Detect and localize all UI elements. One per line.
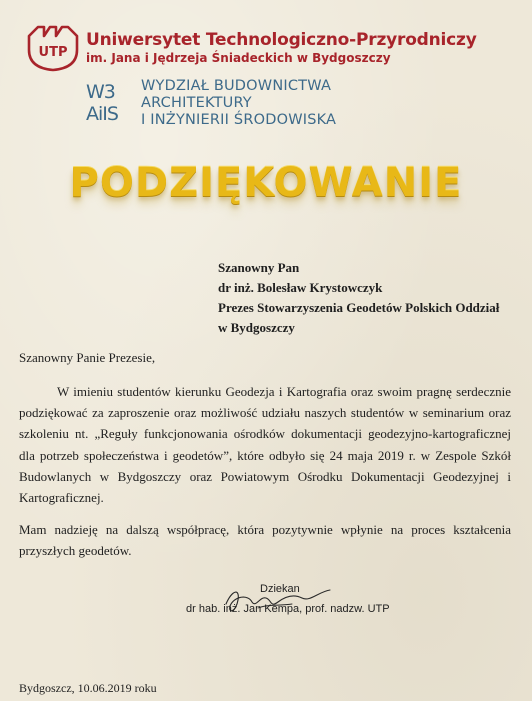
faculty-line-2: ARCHITEKTURY [141,95,252,111]
faculty-name [141,78,336,129]
recipient-name: dr inż. Bolesław Krystowczyk [218,280,383,295]
university-patrons: im. Jana i Jędrzeja Śniadeckich w Bydgoszczy [86,51,391,65]
faculty-line-1: WYDZIAŁ BUDOWNICTWA [141,78,332,94]
recipient-block [218,258,508,338]
faculty-line-3: I INŻYNIERII ŚRODOWISKA [141,112,337,128]
signatory-role: Dziekan [260,583,300,595]
document-title: PODZIĘKOWANIE [69,160,463,206]
faculty-logo [84,78,130,124]
body-paragraph-1: W imieniu studentów kierunku Geodezja i Kartografia oraz swoim pragnę serdecznie podziękować za zaproszenie oraz możliwość udziału naszych studentów w seminarium oraz szkoleniu nt. „Reguły funkcjonowania ośrodków dokumentacji geodezyjno-kartograficznej dla potrzeb społeczeństwa i geodetów”, które odbyło się 24 maja 2019 r. w Zespole Szkół Budowlanych w Bydgoszczy oraz Powiatowym Ośrodku Dokumentacji Geodezyjnej i Kartograficznej. [19,384,511,506]
recipient-title: Prezes Stowarzyszenia Geodetów Polskich Oddział w Bydgoszczy [218,300,500,335]
place-and-date: Bydgoszcz, 10.06.2019 roku [19,681,157,695]
utp-logo-text: UTP [38,45,68,60]
utp-logo [26,22,80,72]
university-name: Uniwersytet Technologiczno-Przyrodniczy [86,30,477,50]
svg-text:W3: W3 [86,81,115,103]
salutation: Szanowny Panie Prezesie, [19,350,156,365]
recipient-greeting: Szanowny Pan [218,260,300,275]
signatory-name: dr hab. inż. Jan Kempa, prof. nadzw. UTP [186,603,390,615]
svg-text:AiIS: AiIS [86,103,118,124]
body-paragraph-2: Mam nadzieję na dalszą współpracę, która pozytywnie wpłynie na proces kształcenia przyszłych geodetów. [19,522,511,559]
